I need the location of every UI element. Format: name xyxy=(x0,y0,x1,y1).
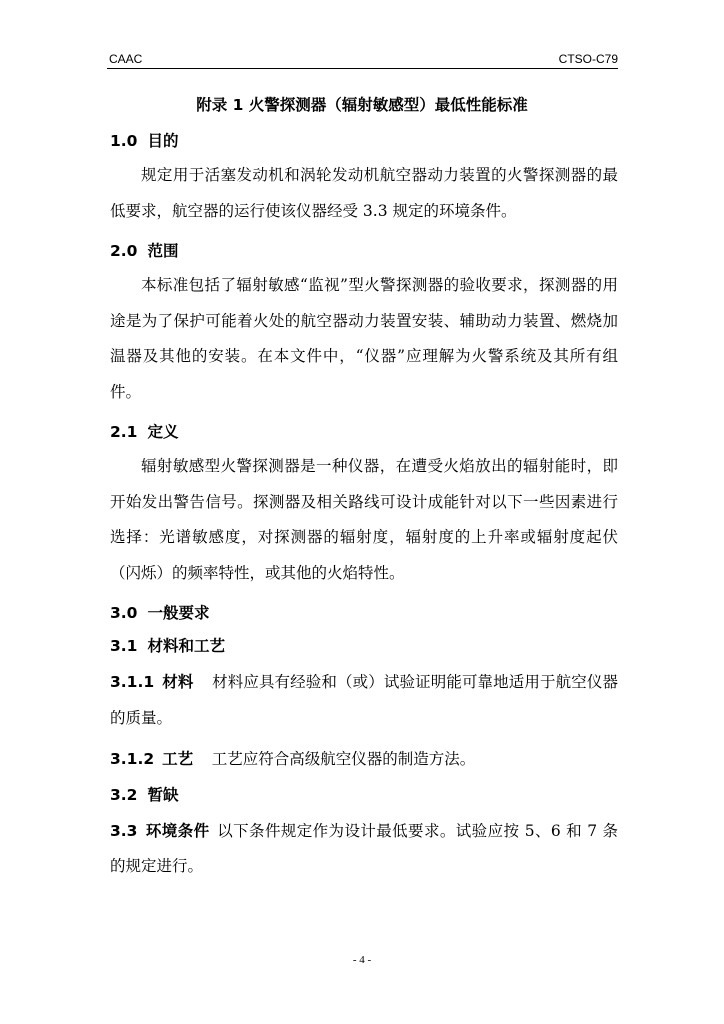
paragraph-environmental xyxy=(110,814,618,885)
header-org: CAAC xyxy=(109,52,143,66)
section-number: 3.3 xyxy=(110,821,138,840)
section-title: 工艺 xyxy=(162,750,194,768)
section-heading-3-2 xyxy=(110,784,618,806)
page-number: - 4 - xyxy=(352,954,372,966)
section-title: 暂缺 xyxy=(147,785,179,804)
paragraph-materials xyxy=(110,665,618,736)
section-title: 材料 xyxy=(162,673,194,691)
section-number: 3.0 xyxy=(110,604,138,622)
section-number: 3.2 xyxy=(110,785,138,804)
section-heading-2-0 xyxy=(110,240,618,262)
section-number: 3.1.2 xyxy=(110,750,155,768)
section-title: 目的 xyxy=(147,132,179,150)
section-number: 3.1 xyxy=(110,637,138,655)
section-number: 2.0 xyxy=(110,242,138,260)
paragraph-definition: 辐射敏感型火警探测器是一种仪器，在遭受火焰放出的辐射能时，即开始发出警告信号。探测器及相关路线可设计成能针对以下一些因素进行选择：光谱敏感度，对探测器的辐射度，辐射度的上升率或辐射度起伏（闪烁）的频率特性，或其他的火焰特性。 xyxy=(110,457,618,582)
section-number: 1.0 xyxy=(110,132,138,150)
document-body xyxy=(110,130,618,885)
section-title: 一般要求 xyxy=(147,604,210,622)
section-title: 范围 xyxy=(147,242,179,260)
section-title: 环境条件 xyxy=(145,821,210,840)
section-heading-3-0 xyxy=(110,602,618,624)
section-title: 定义 xyxy=(147,423,179,441)
paragraph-purpose: 规定用于活塞发动机和涡轮发动机航空器动力装置的火警探测器的最低要求，航空器的运行使该仪器经受 3.3 规定的环境条件。 xyxy=(110,166,618,220)
paragraph-workmanship xyxy=(110,742,618,778)
section-number: 3.1.1 xyxy=(110,673,155,691)
paragraph-scope: 本标准包括了辐射敏感“监视”型火警探测器的验收要求，探测器的用途是为了保护可能着火处的航空器动力装置安装、辅助动力装置、燃烧加温器及其他的安装。在本文件中，“仪器”应理解为火警系统及其所有组件。 xyxy=(110,276,618,401)
inline-heading-3-3 xyxy=(110,822,217,840)
paragraph-text: 以下条件规定作为设计最低要求。试验应按 5、6 和 7 条的规定进行。 xyxy=(110,821,618,875)
header-rule xyxy=(107,68,618,69)
header-doc-id: CTSO-C79 xyxy=(558,52,618,66)
section-title: 材料和工艺 xyxy=(147,637,225,655)
section-heading-2-1 xyxy=(110,421,618,443)
inline-heading-3-1-1 xyxy=(110,673,212,691)
paragraph-text: 工艺应符合高级航空仪器的制造方法。 xyxy=(211,750,476,768)
paragraph-text: 材料应具有经验和（或）试验证明能可靠地适用于航空仪器的质量。 xyxy=(110,673,618,727)
section-number: 2.1 xyxy=(110,423,138,441)
section-heading-3-1 xyxy=(110,635,618,657)
section-heading-1-0 xyxy=(110,130,618,152)
document-title: 附录 1 火警探测器（辐射敏感型）最低性能标准 xyxy=(196,96,528,114)
inline-heading-3-1-2 xyxy=(110,750,212,768)
